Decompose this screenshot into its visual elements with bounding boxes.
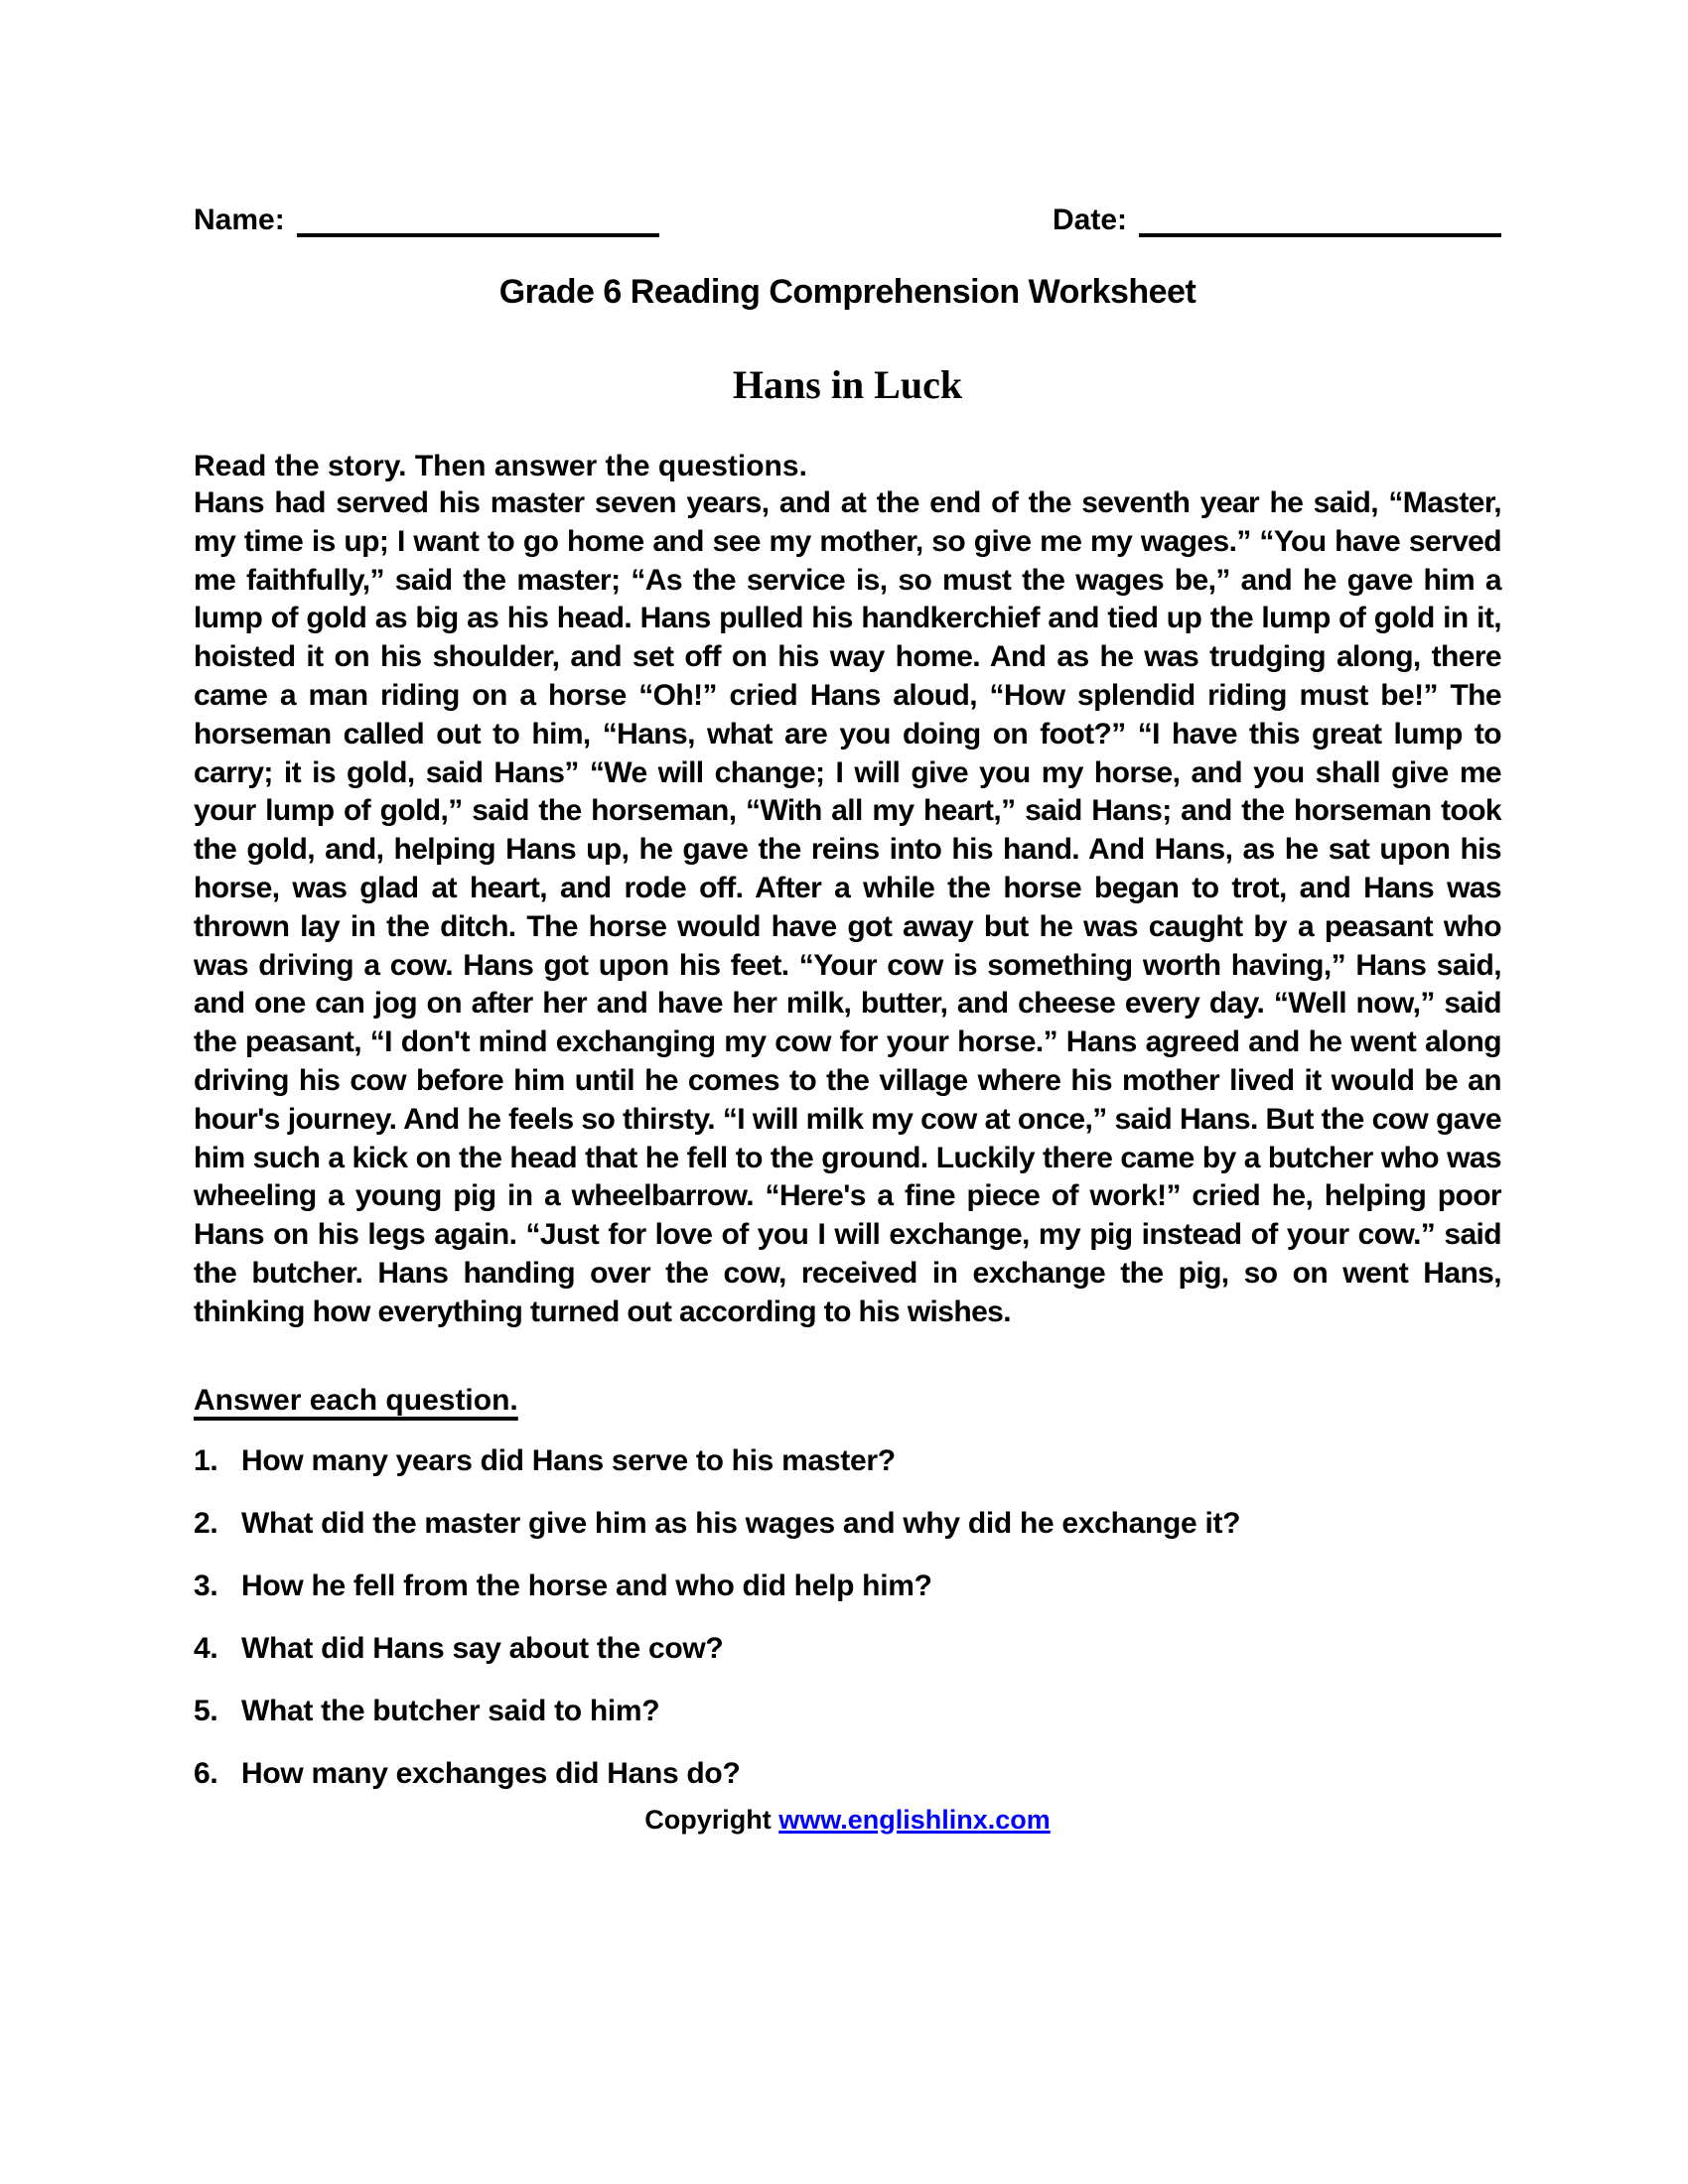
story-title: Hans in Luck [732, 362, 963, 407]
copyright-link[interactable]: www.englishlinx.com [778, 1804, 1051, 1835]
question-text: How he fell from the horse and who did help him? [241, 1569, 932, 1602]
header-row [194, 204, 1501, 237]
question-item-6 [194, 1754, 1501, 1793]
question-item-4 [194, 1629, 1501, 1668]
question-number: 5. [194, 1694, 218, 1727]
question-text: How many years did Hans serve to his master? [241, 1443, 896, 1477]
question-number: 2. [194, 1506, 218, 1540]
instructions-line: Read the story. Then answer the questions. [194, 450, 807, 482]
story-text: Hans had served his master seven years, and at the end of the seventh year he said, “Master, my time is up; I want to go home and see my mother, so give me my wages.” “You have served me faithfully,” said the master; “As the service is, so must the wages be,” and he gave him a lump of gold as big as his head. Hans pulled his handkerchief and tied up the lump of gold in it, hoisted it on his shoulder, and set off on his way home. And as he was trudging along, there came a man riding on a horse “Oh!” cried Hans aloud, “How splendid riding must be!” The horseman called out to him, “Hans, what are you doing on foot?” “I have this great lump to carry; it is gold, said Hans” “We will change; I will give you my horse, and you shall give me your lump of gold,” said the horseman, “With all my heart,” said Hans; and the horseman took the gold, and, helping Hans up, he gave the reins into his hand. And Hans, as he sat upon his horse, was glad at heart, and rode off. After a while the horse began to trot, and Hans was thrown lay in the ditch. The horse would have got away but he was caught by a peasant who was driving a cow. Hans got upon his feet. “Your cow is something worth having,” Hans said, and one can jog on after her and have her milk, butter, and cheese every day. “Well now,” said the peasant, “I don't mind exchanging my cow for your horse.” Hans agreed and he went along driving his cow before him until he comes to the village where his mother lived it would be an hour's journey. And he feels so thirsty. “I will milk my cow at once,” said Hans. But the cow gave him such a kick on the head that he fell to the ground. Luckily there came by a butcher who was wheeling a young pig in a wheelbarrow. “Here's a fine piece of work!” cried he, helping poor Hans on his legs again. “Just for love of you I will exchange, my pig instead of your cow.” said the butcher. Hans handing over the cow, received in exchange the pig, so on went Hans, thinking how everything turned out according to his wishes. [194, 486, 1501, 1328]
question-item-3 [194, 1567, 1501, 1605]
question-text: How many exchanges did Hans do? [241, 1756, 741, 1790]
question-number: 4. [194, 1631, 218, 1665]
questions-heading: Answer each question. [194, 1383, 518, 1417]
date-label: Date: [1052, 204, 1127, 236]
name-blank-line [297, 205, 659, 237]
question-number: 1. [194, 1443, 218, 1477]
date-blank-line [1139, 205, 1501, 237]
footer [194, 1805, 1501, 1836]
question-item-1 [194, 1441, 1501, 1480]
date-field [1053, 204, 1501, 237]
worksheet-title: Grade 6 Reading Comprehension Worksheet [498, 273, 1196, 311]
name-field [194, 204, 659, 237]
copyright-label: Copyright [644, 1804, 772, 1835]
question-number: 6. [194, 1756, 218, 1790]
name-label: Name: [194, 204, 285, 236]
question-text: What did the master give him as his wages and why did he exchange it? [241, 1506, 1241, 1540]
question-item-5 [194, 1692, 1501, 1730]
question-number: 3. [194, 1569, 218, 1602]
questions-list [194, 1441, 1501, 1793]
question-item-2 [194, 1504, 1501, 1543]
question-text: What did Hans say about the cow? [241, 1631, 724, 1665]
question-text: What the butcher said to him? [241, 1694, 660, 1727]
